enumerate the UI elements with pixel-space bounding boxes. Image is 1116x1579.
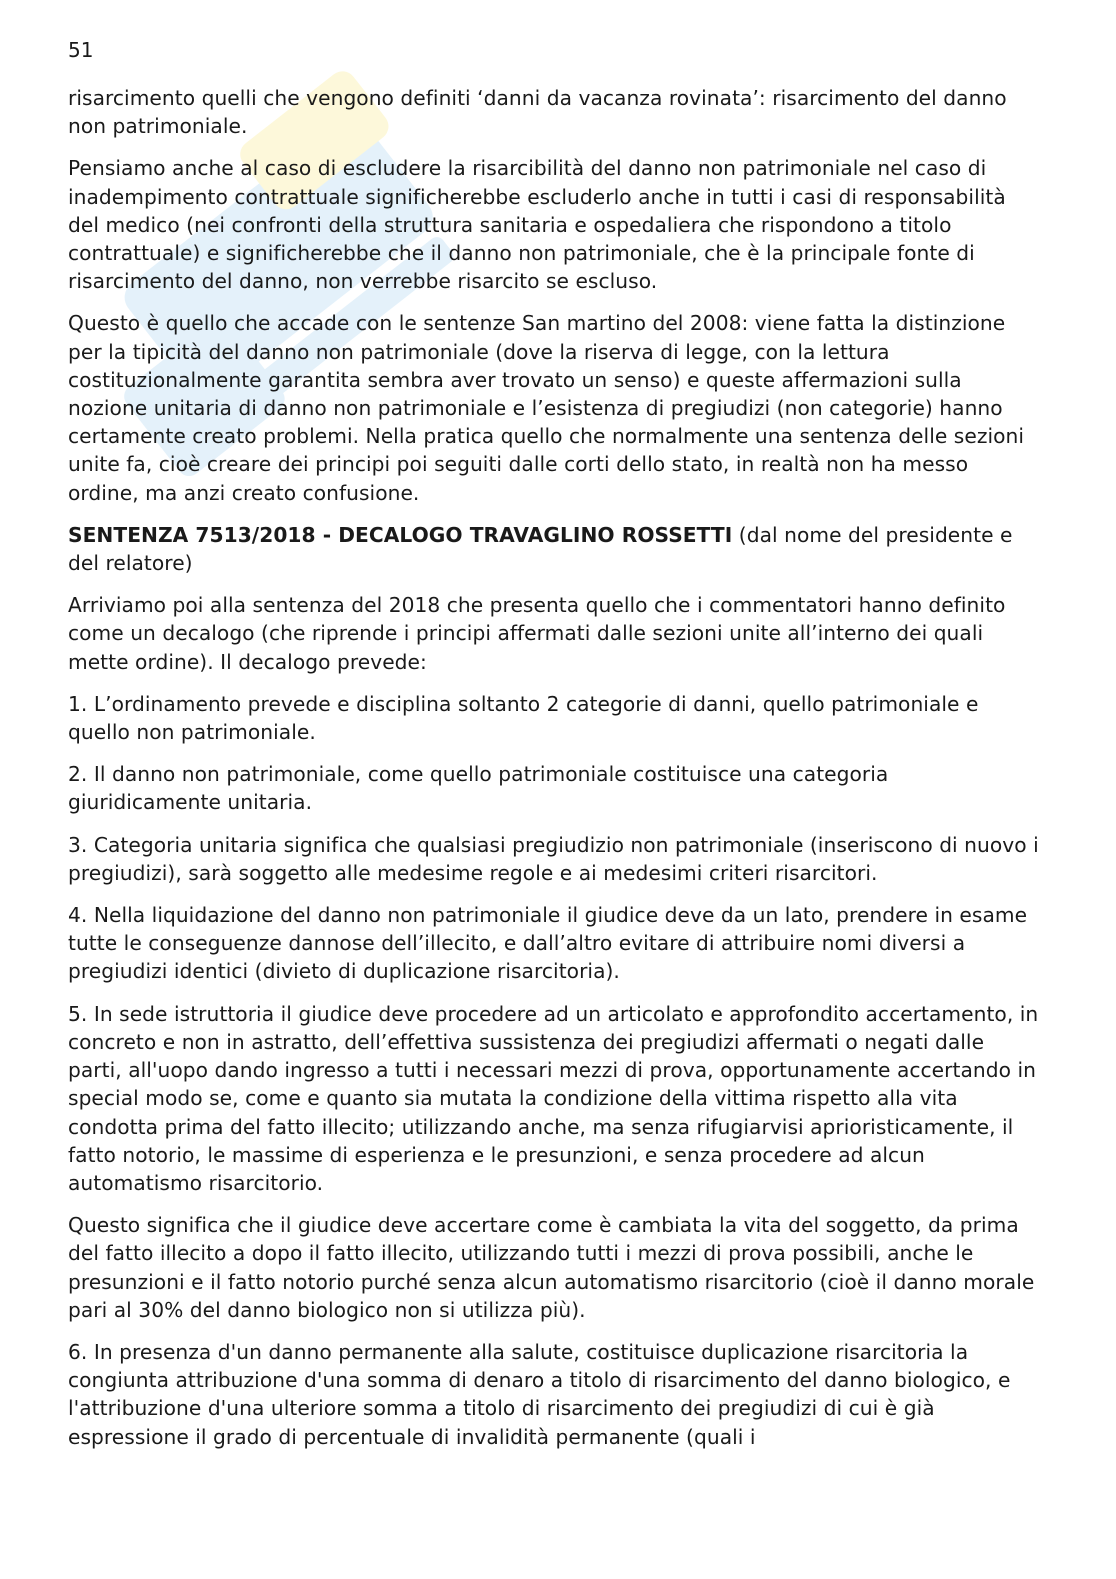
list-item: 4. Nella liquidazione del danno non patrimoniale il giudice deve da un lato, prendere in esame tutte le conseguenze dannose dell’illecito, e dall’altro evitare di attribuire nomi diversi a pregiudizi identici (divieto di duplicazione risarcitoria). xyxy=(68,903,1028,984)
list-item: 3. Categoria unitaria significa che qualsiasi pregiudizio non patrimoniale (inseriscono di nuovo i pregiudizi), sarà soggetto alle medesime regole e ai medesimi criteri risarcitori. xyxy=(68,832,1039,885)
section-heading-note: (dal nome del presidente e del relatore) xyxy=(68,522,1013,576)
section-heading-title: SENTENZA 7513/2018 - DECALOGO TRAVAGLINO ROSSETTI xyxy=(68,522,733,547)
paragraph: Questo significa che il giudice deve accertare come è cambiata la vita del soggetto, da prima del fatto illecito a dopo il fatto illecito, utilizzando tutti i mezzi di prova possibili, anche le presunzioni e il fatto notorio purché senza alcun automatismo risarcitorio (cioè il danno morale pari al 30% del danno biologico non si utilizza più). xyxy=(68,1213,1035,1322)
document-body xyxy=(68,84,1043,1465)
paragraph: Questo è quello che accade con le sentenze San martino del 2008: viene fatta la distinzione per la tipicità del danno non patrimoniale (dove la riserva di legge, con la lettura costituzionalmente garantita sembra aver trovato un senso) e queste affermazioni sulla nozione unitaria di danno non patrimoniale e l’esistenza di pregiudizi (non categorie) hanno certamente creato problemi. Nella pratica quello che normalmente una sentenza delle sezioni unite fa, cioè creare dei principi poi seguiti dalle corti dello stato, in realtà non ha messo ordine, ma anzi creato confusione. xyxy=(68,311,1025,505)
list-item: 6. In presenza d'un danno permanente alla salute, costituisce duplicazione risarcitoria la congiunta attribuzione d'una somma di denaro a titolo di risarcimento del danno biologico, e l'attribuzione d'una ulteriore somma a titolo di risarcimento dei pregiudizi di cui è già espressione il grado di percentuale di invalidità permanente (quali i xyxy=(68,1339,1011,1449)
list-item: 1. L’ordinamento prevede e disciplina soltanto 2 categorie di danni, quello patrimoniale e quello non patrimoniale. xyxy=(68,691,979,745)
paragraph: Pensiamo anche al caso di escludere la risarcibilità del danno non patrimoniale nel caso di inadempimento contrattuale significherebbe escluderlo anche in tutti i casi di responsabilità del medico (nei confronti della struttura sanitaria e ospedaliera che rispondono a titolo contrattuale) e significherebbe che il danno non patrimoniale, che è la principale fonte di risarcimento del danno, non verrebbe risarcito se escluso. xyxy=(68,156,1006,294)
page-number: 51 xyxy=(68,38,94,62)
paragraph: Arriviamo poi alla sentenza del 2018 che presenta quello che i commentatori hanno definito come un decalogo (che riprende i principi affermati dalle sezioni unite all’interno dei quali mette ordine). Il decalogo prevede: xyxy=(68,593,1006,674)
list-item: 2. Il danno non patrimoniale, come quello patrimoniale costituisce una categoria giuridicamente unitaria. xyxy=(68,762,889,815)
paragraph: risarcimento quelli che vengono definiti ‘danni da vacanza rovinata’: risarcimento del danno non patrimoniale. xyxy=(68,86,1007,139)
list-item: 5. In sede istruttoria il giudice deve procedere ad un articolato e approfondito accertamento, in concreto e non in astratto, dell’effettiva sussistenza dei pregiudizi affermati o negati dalle parti, all'uopo dando ingresso a tutti i necessari mezzi di prova, opportunamente accertando in special modo se, come e quanto sia mutata la condizione della vittima rispetto alla vita condotta prima del fatto illecito; utilizzando anche, ma senza rifugiarvisi aprioristicamente, il fatto notorio, le massime di esperienza e le presunzioni, e senza procedere ad alcun automatismo risarcitorio. xyxy=(68,1001,1039,1195)
section-heading xyxy=(68,521,1043,577)
